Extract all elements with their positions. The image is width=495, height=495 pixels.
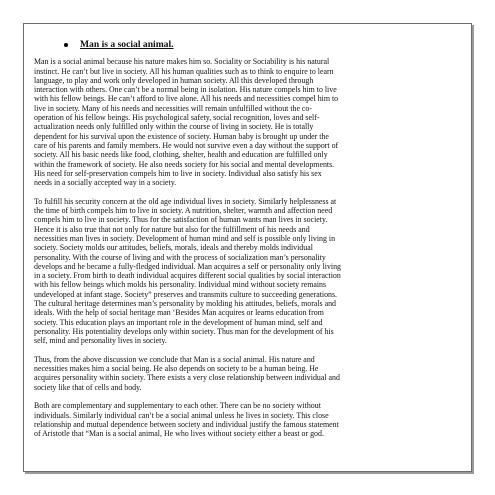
heading-text: Man is a social animal. <box>80 39 174 50</box>
paragraph-nature: Man is a social animal because his nature makes him so. Sociality or Sociability is his natural instinct. He can’t but live in society. All his human qualities such as to think to enquire to learn language, to play and work only developed in human society. All this developed through interaction with others. One can’t be a normal being in isolation. His nature compels him to live with his fellow beings. He can’t afford to live alone. All his needs and necessities compel him to live in society. Many of his needs and necessities will remain unfulfilled without the co- operation of his fellow beings. His psychological safety, social recognition, loves and self- actualization needs only fulfilled only within the course of living in society. He is totally dependent for his survival upon the existence of society. Human baby is brought up under the care of his parents and family members. He would not survive even a day without the support of society. All his basic needs like food, clothing, shelter, health and education are fulfilled only within the framework of society. He also needs society for his social and mental developments. His need for self-preservation compels him to live in society. Individual also satisfy his sex needs in a socially accepted way in a society. <box>34 57 339 188</box>
section-heading <box>64 40 464 49</box>
document-body <box>34 40 464 448</box>
bullet-icon <box>64 43 68 47</box>
paragraph-conclusion: Thus, from the above discussion we conclude that Man is a social animal. His nature and necessities makes him a social being. He also depends on society to be a human being. He acquires personality within society. There exists a very close relationship between individual and society like that of cells and body. <box>34 354 340 392</box>
paragraph-complementary: Both are complementary and supplementary to each other. There can be no society without individuals. Similarly individual can’t be a social animal unless he lives in society. This close relationship and mutual dependence between society and individual justify the famous statement of Aristotle that “Man is a social animal, He who lives without society either a beast or god. <box>34 401 339 439</box>
paragraph-personality: To fulfill his security concern at the old age individual lives in society. Similarly helplessness at the time of birth compels him to live in society. A nutrition, shelter, warmth and affection need compels him to live in society. Thus for the satisfaction of human wants man lives in society. Hence it is also true that not only for nature but also for the fulfillment of his needs and necessities man lives in society. Development of human mind and self is possible only living in society. Society molds our attitudes, beliefs, morals, ideals and thereby molds individual personality. With the course of living and with the process of socialization man’s personality develops and he became a fully-fledged individual. Man acquires a self or personality only living in a society. From birth to death individual acquires different social qualities by social interaction with his fellow beings which molds his personality. Individual mind without society remains undeveloped at infant stage. Society” preserves and transmits culture to succeeding generations. The cultural heritage determines man’s personality by molding his attitudes, beliefs, morals and ideals. With the help of social heritage man ‘Besides Man acquires or learns education from society. This education plays an important role in the development of human mind, self and personality. His potentiality develops only within society. Thus man for the development of his self, mind and personality lives in society. <box>34 196 341 346</box>
